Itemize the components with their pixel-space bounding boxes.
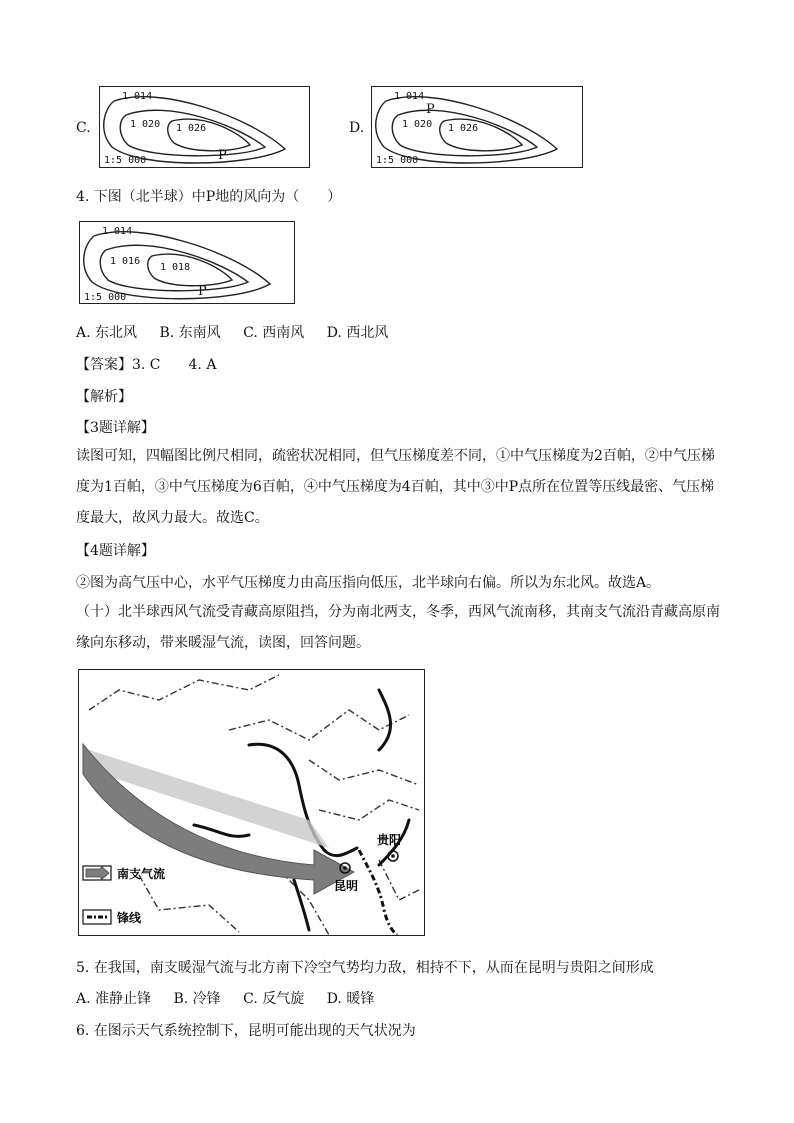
option-b: B. 冷锋 [173,991,221,1007]
question-4-options [76,322,406,342]
isobar-label: 1 020 [402,119,433,130]
scale-label: 1:5 000 [84,292,127,303]
isobar-figure-q4 [79,221,295,304]
isobar-figure-c [99,86,310,168]
q3-detail-title: 【3题详解】 [76,420,155,436]
question-6-stem: 6. 在图示天气系统控制下，昆明可能出现的天气状况为 [76,1023,416,1039]
option-b: B. 东南风 [159,325,221,341]
scale-label: 1:5 000 [104,155,147,166]
point-p: P [426,102,435,117]
city-guiyang-label: 贵阳 [377,833,402,847]
group-10-intro: （十）北半球西风气流受青藏高原阻挡，分为南北两支，冬季，西风气流南移，其南支气流沿青藏高原南缘向东移动，带来暖湿气流，读图，回答问题。 [76,604,720,651]
map-legend [83,866,165,925]
analysis-title: 【解析】 [76,389,132,405]
legend-front-label: 锋线 [117,911,142,925]
option-c: C. 反气旋 [243,991,305,1007]
option-a: A. 东北风 [76,325,138,341]
isobar-label: 1 026 [176,123,207,134]
isobar-label: 1 020 [130,119,161,130]
isobar-label: 1 016 [110,256,141,267]
answer-line: 【答案】3. C 4. A [76,357,217,373]
question-5-stem: 5. 在我国，南支暖湿气流与北方南下冷空气势均力敌，相持不下，从而在昆明与贵阳之间形成 [76,960,654,976]
option-c-label: C. [76,120,91,136]
q4-detail-text: ②图为高气压中心，水平气压梯度力由高压指向低压，北半球向右偏。所以为东北风。故选A。 [76,575,661,591]
scale-label: 1:5 000 [376,155,419,166]
isobar-label: 1 014 [102,226,133,237]
question-4-stem: 4. 下图（北半球）中P地的风向为（ ） [76,189,342,205]
question-5-options [76,988,392,1008]
option-c: C. 西南风 [243,325,305,341]
option-a: A. 准静止锋 [76,991,152,1007]
isobar-label: 1 018 [160,262,191,273]
isobar-figure-d [371,86,583,168]
option-d: D. 西北风 [326,325,389,341]
south-branch-airflow-map [78,669,425,936]
point-p: P [218,148,227,163]
city-kunming-label: 昆明 [334,879,359,893]
isobar-label: 1 026 [448,123,479,134]
legend-south-branch-label: 南支气流 [117,867,166,881]
isobar-label: 1 014 [122,91,153,102]
q3-detail-text: 读图可知，四幅图比例尺相同，疏密状况相同，但气压梯度差不同，①中气压梯度为2百帕，②中气压梯度为1百帕，③中气压梯度为6百帕，④中气压梯度为4百帕，其中③中P点所在位置等压线最密、气压梯度最大，故风力最大。故选C。 [76,448,715,526]
option-d-label: D. [349,120,365,136]
q4-detail-title: 【4题详解】 [76,543,155,559]
point-p: P [198,284,207,299]
option-d: D. 暖锋 [326,991,375,1007]
isobar-label: 1 014 [394,91,425,102]
